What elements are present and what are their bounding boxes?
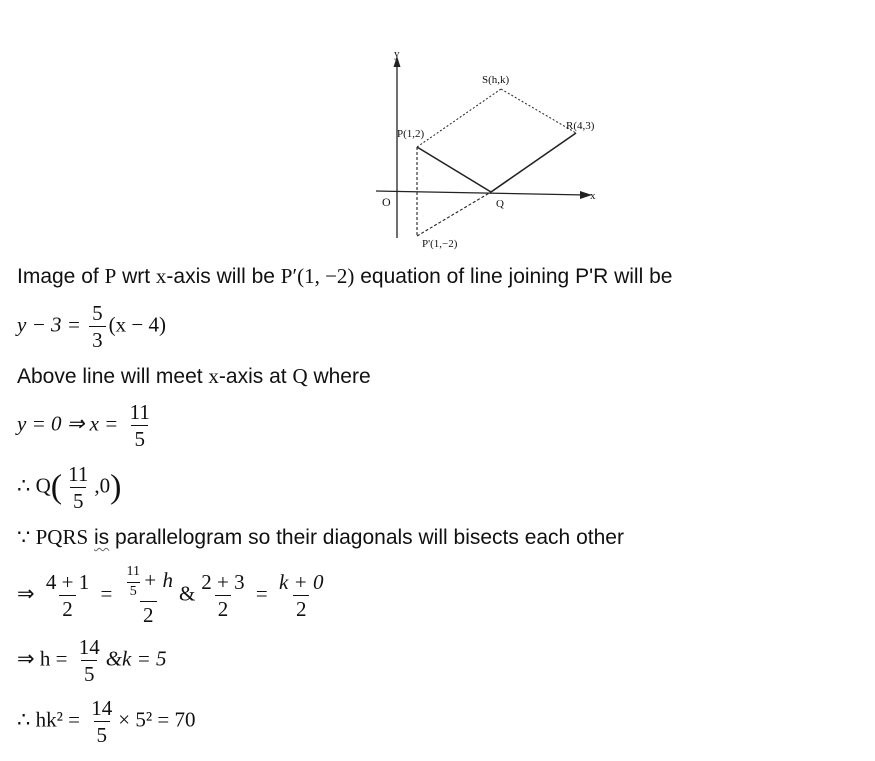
text-line-parallelogram: ∵ PQRS is parallelogram so their diagonals will bisects each other	[17, 525, 624, 549]
parallelogram-diagram	[360, 40, 620, 255]
equation-point-Q: ∴ Q( $\frac{11}{5}$ ,0)	[17, 462, 122, 514]
fraction: $\frac{4 + 1}{2}$	[45, 570, 90, 622]
equation-line-PR: y − 3 = $\frac{5}{3}$ (x − 4)	[17, 301, 167, 353]
y-axis-label: y	[394, 48, 400, 60]
x-axis-label: x	[590, 190, 596, 202]
fraction: $\frac{11}{5}$	[129, 400, 150, 452]
fraction: $\frac{11}{5}$	[68, 462, 89, 514]
x-axis	[376, 191, 586, 195]
text-line-1: Image of P wrt x-axis will be P′(1, −2) equation of line joining P'R will be	[17, 264, 673, 288]
fraction: $\frac{k + 0}{2}$	[278, 570, 324, 622]
fraction: $\frac{5}{3}$	[89, 302, 106, 351]
fraction: $\frac{14}{5}$	[91, 696, 113, 748]
point-S-label: S(h,k)	[482, 74, 510, 86]
line-PQ	[417, 147, 491, 192]
equation-y-zero: y = 0 ⇒ x = $\frac{11}{5}$	[17, 401, 156, 450]
line-Pimage-to-Q	[417, 192, 491, 236]
point-Pimage-label: P'(1,−2)	[422, 238, 458, 250]
equation-hk-squared: ∴ hk² = $\frac{14}{5}$ × 5² = 70	[17, 696, 196, 748]
fraction: $\frac{2 + 3}{2}$	[201, 570, 245, 622]
fraction: $\frac{14}{5}$	[78, 635, 100, 687]
point-Q-label: Q	[496, 198, 504, 210]
point-P-label: P(1,2)	[397, 128, 425, 140]
text-line-3: Above line will meet x-axis at Q where	[17, 364, 371, 388]
point-R-label: R(4,3)	[566, 120, 595, 132]
origin-label: O	[382, 195, 391, 209]
equation-midpoints: ⇒ $\frac{4 + 1}{2}$ = $\frac{11}{5}$ + h 2 & $\frac{2 + 3}{2}$ = $\frac{k + 0}{2}$	[17, 565, 329, 626]
equation-h-value: ⇒ h = $\frac{14}{5}$ &k = 5	[17, 635, 167, 687]
line-PS	[417, 89, 501, 147]
line-SR	[501, 89, 576, 133]
line-QR	[491, 133, 576, 192]
fraction: $\frac{11}{5}$ + h 2	[121, 565, 176, 626]
small-fraction: $\frac{11}{5}$	[126, 564, 141, 599]
